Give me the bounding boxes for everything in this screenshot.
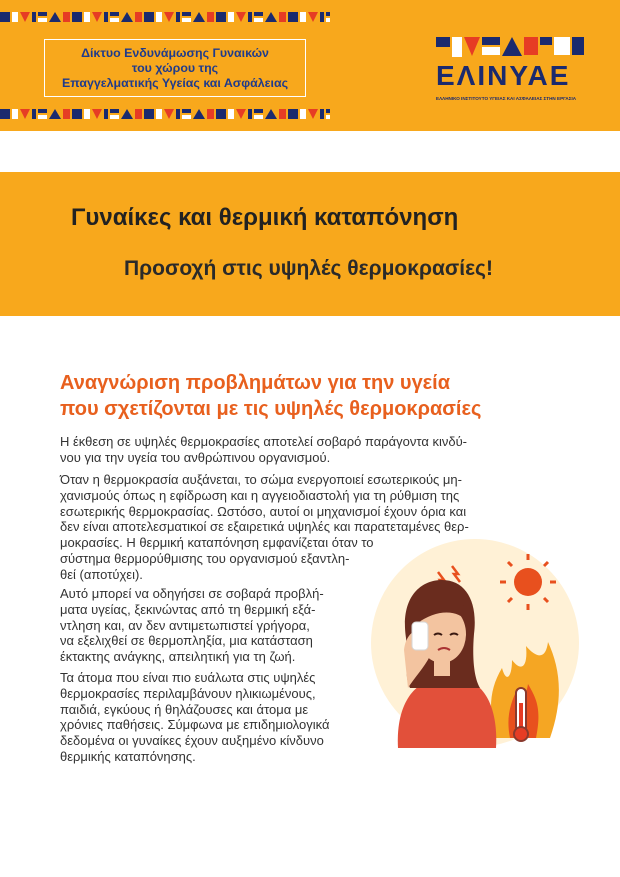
paragraph-line: θερμικής καταπόνησης. [60, 748, 196, 764]
paragraph-line: χρόνιες παθήσεις. Σύμφωνα με επιδημιολογικά [60, 717, 330, 733]
decorative-stripe-bottom [0, 107, 330, 121]
section-heading-line-1: Αναγνώριση προβλημάτων για την υγεία [60, 372, 451, 394]
paragraph-4 [60, 670, 329, 765]
section-heading [60, 370, 481, 422]
paragraph-line: δεδομένα οι γυναίκες έχουν αυξημένο κίνδυνο [60, 733, 324, 749]
paragraph-line: Όταν η θερμοκρασία αυξάνεται, το σώμα ενεργοποιεί εσωτερικούς μη- [60, 472, 462, 487]
paragraph-line: θεί (αποτύχει). [60, 566, 143, 582]
network-title-box [44, 39, 306, 97]
paragraph-line: Η έκθεση σε υψηλές θερμοκρασίες αποτελεί σοβαρό παράγοντα κινδύ- [60, 434, 468, 449]
paragraph-3 [60, 586, 324, 665]
decorative-stripe-top [0, 10, 330, 24]
paragraph-line: δεν είναι αποτελεσματικοί σε εξαιρετικά υψηλές και παρατεταμένες θερ- [60, 519, 469, 535]
paragraph-line: να εξελιχθεί σε θερμοπληξία, μια κατάσταση [60, 633, 313, 649]
paragraph-line: εσωτερικής θερμοκρασίας. Ωστόσο, αυτοί οι μηχανισμοί έχουν όρια και [60, 503, 467, 519]
paragraph-line: θερμοκρασίες περιλαμβάνουν ηλικιωμένους, [60, 685, 316, 701]
network-line-1: Δίκτυο Ενδυνάμωσης Γυναικών [81, 45, 269, 60]
paragraph-line: έκτακτης ανάγκης, απειλητική για τη ζωή. [60, 649, 296, 665]
logo-name: ΕΛΙΝΥΑΕ [436, 60, 571, 91]
section-heading-line-2: που σχετίζονται με τις υψηλές θερμοκρασίες [60, 398, 482, 420]
paragraph-line: μοκρασίες. Η θερμική καταπόνηση εμφανίζεται όταν το [60, 535, 374, 551]
paragraph-line: ματα υγείας, ξεκινώντας από τη θερμική εξά- [60, 601, 316, 617]
paragraph-line: Τα άτομα που είναι πιο ευάλωτα στις υψηλές [60, 670, 316, 685]
paragraph-line: Αυτό μπορεί να οδηγήσει σε σοβαρά προβλή- [60, 586, 324, 601]
paragraph-line: χανισμούς όπως η εφίδρωση και η αγγειοδιαστολή για τη ρύθμιση της [60, 487, 460, 503]
network-line-2: του χώρου της [131, 60, 219, 75]
page-title: Γυναίκες και θερμική καταπόνηση [71, 204, 459, 231]
overheated-woman-illustration-icon [370, 538, 580, 748]
paragraph-line: νου για την υγεία του ανθρώπινου οργανισμού. [60, 449, 331, 465]
paragraph-line: παιδιά, εγκύους ή θηλάζουσες και άτομα με [60, 701, 309, 717]
title-band [0, 172, 620, 316]
paragraph-1 [60, 434, 467, 466]
page-subtitle: Προσοχή στις υψηλές θερμοκρασίες! [124, 257, 493, 280]
paragraph-line: σύστημα θερμορύθμισης του οργανισμού εξαντλη- [60, 550, 350, 566]
paragraph-line: ντληση και, αν δεν αντιμετωπιστεί γρήγορα, [60, 617, 310, 633]
network-line-3: Επαγγελματικής Υγείας και Ασφάλειας [61, 75, 289, 90]
logo-subtitle: ΕΛΛΗΝΙΚΟ ΙΝΣΤΙΤΟΥΤΟ ΥΓΕΙΑΣ ΚΑΙ ΑΣΦΑΛΕΙΑΣ ΣΤΗΝ ΕΡΓΑΣΙΑ [436, 96, 577, 101]
